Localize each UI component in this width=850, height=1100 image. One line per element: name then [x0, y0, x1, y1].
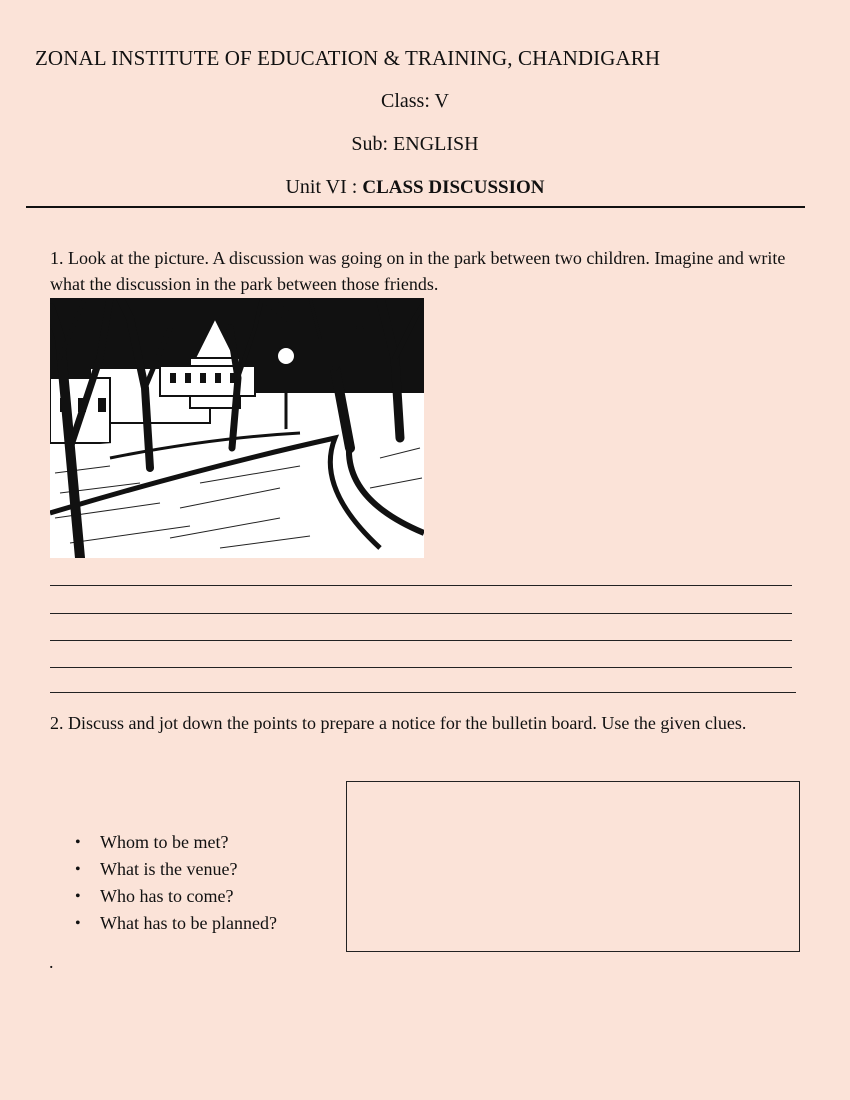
- question-2-text: . Discuss and jot down the points to prepare a notice for the bulletin board. Use the given clues.: [59, 713, 747, 733]
- unit-title: CLASS DISCUSSION: [362, 177, 545, 198]
- unit-prefix: Unit VI :: [285, 176, 363, 198]
- answer-line-4[interactable]: [50, 667, 792, 668]
- question-1-number: 1: [50, 248, 59, 268]
- clue-text: What has to be planned?: [100, 913, 277, 933]
- bullet-icon: •: [75, 888, 81, 905]
- unit-heading: [0, 176, 830, 199]
- clue-list: [75, 829, 277, 937]
- question-1: [50, 245, 790, 297]
- answer-line-1[interactable]: [50, 585, 792, 586]
- answer-line-5[interactable]: [50, 692, 796, 693]
- clue-item: [75, 856, 277, 883]
- bullet-icon: •: [75, 861, 81, 878]
- header-divider: [26, 206, 805, 208]
- answer-line-2[interactable]: [50, 613, 792, 614]
- bullet-icon: •: [75, 834, 81, 851]
- clue-item: [75, 883, 277, 910]
- clue-item: [75, 910, 277, 937]
- question-2: [50, 710, 790, 736]
- subject-label: Sub: ENGLISH: [351, 133, 479, 155]
- clue-text: Who has to come?: [100, 886, 234, 906]
- answer-line-3[interactable]: [50, 640, 792, 641]
- question-2-number: 2: [50, 713, 59, 733]
- park-sketch-image: [50, 298, 424, 558]
- notice-answer-box[interactable]: [346, 781, 800, 952]
- clue-text: What is the venue?: [100, 859, 238, 879]
- institute-title: ZONAL INSTITUTE OF EDUCATION & TRAINING, CHANDIGARH: [35, 46, 661, 70]
- class-label: Class: V: [381, 90, 449, 112]
- trailing-dot: .: [49, 952, 54, 972]
- question-1-text: . Look at the picture. A discussion was going on in the park between two children. Imagine and write what the discussion in the park between those friends.: [50, 248, 786, 294]
- bullet-icon: •: [75, 915, 81, 932]
- clue-item: [75, 829, 277, 856]
- clue-text: Whom to be met?: [100, 832, 229, 852]
